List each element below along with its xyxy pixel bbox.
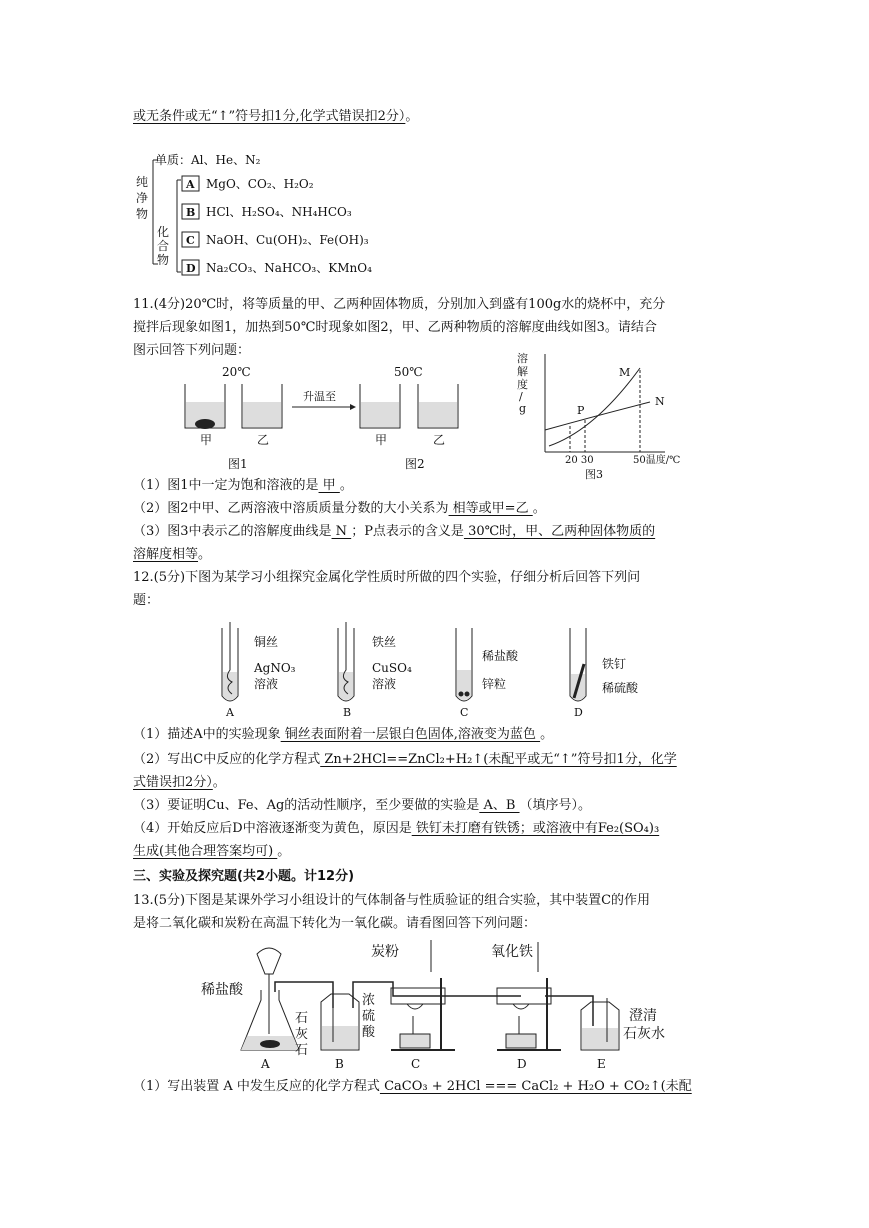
svg-text:解: 解 <box>517 365 528 378</box>
svg-text:C: C <box>411 1057 421 1071</box>
q12-answer4-cont: 生成(其他合理答案均可) 。 <box>133 844 291 859</box>
q11-line3: 图示回答下列问题： <box>133 343 251 358</box>
curve-N <box>545 402 650 430</box>
svg-text:A: A <box>226 706 234 719</box>
svg-text:B: B <box>186 206 196 219</box>
compounds-label <box>157 225 169 267</box>
svg-text:乙: 乙 <box>433 433 446 447</box>
svg-text:酸: 酸 <box>362 1025 376 1040</box>
svg-text:P: P <box>577 404 585 417</box>
apparatus-B <box>321 993 376 1071</box>
heat-arrow <box>292 389 356 410</box>
svg-text:物: 物 <box>136 207 149 221</box>
svg-text:50温度/℃: 50温度/℃ <box>633 455 681 466</box>
tube-C <box>456 628 519 719</box>
svg-text:甲: 甲 <box>375 433 388 447</box>
y-axis-label <box>517 351 528 415</box>
svg-text:铜丝: 铜丝 <box>254 635 279 649</box>
fig1-caption: 图1 <box>228 457 248 471</box>
section-heading: 三、实验及探究题(共2小题。计12分) <box>133 869 355 884</box>
tube-D <box>570 628 639 719</box>
apparatus-D <box>491 942 561 1071</box>
svg-text:氧化铁: 氧化铁 <box>491 944 533 960</box>
beaker-yi-50 <box>418 384 458 428</box>
svg-text:A: A <box>186 178 195 191</box>
tube-B <box>338 622 412 719</box>
svg-text:溶: 溶 <box>517 352 528 365</box>
svg-text:C: C <box>460 706 469 719</box>
root-label <box>136 174 148 221</box>
q11-answer1: （1）图1中一定为饱和溶液的是 甲 。 <box>133 478 353 493</box>
svg-text:Na₂CO₃、NaHCO₃、KMnO₄: Na₂CO₃、NaHCO₃、KMnO₄ <box>206 261 372 275</box>
svg-text:C: C <box>186 234 195 247</box>
q11-answer2: （2）图2中甲、乙两溶液中溶质质量分数的大小关系为 相等或甲=乙 。 <box>133 501 546 516</box>
svg-text:铁钉: 铁钉 <box>602 657 627 671</box>
svg-text:E: E <box>597 1057 606 1071</box>
svg-text:MgO、CO₂、H₂O₂: MgO、CO₂、H₂O₂ <box>206 177 314 191</box>
svg-text:B: B <box>343 706 352 719</box>
fig2-caption: 图2 <box>405 457 425 471</box>
compound-brace <box>177 180 181 272</box>
svg-text:/: / <box>519 390 523 403</box>
curve-M <box>549 368 640 446</box>
box-D <box>182 260 372 275</box>
svg-text:铁丝: 铁丝 <box>372 635 397 649</box>
svg-text:NaOH、Cu(OH)₂、Fe(OH)₃: NaOH、Cu(OH)₂、Fe(OH)₃ <box>206 233 369 247</box>
svg-text:D: D <box>186 262 196 275</box>
beaker-figures <box>180 362 480 447</box>
temp-50: 50℃ <box>394 365 423 379</box>
svg-text:净: 净 <box>136 191 149 205</box>
svg-text:浓: 浓 <box>362 993 376 1008</box>
answer-note: 或无条件或无“↑”符号扣1分,化学式错误扣2分） <box>133 109 406 124</box>
q11-line1: 11.(4分)20℃时，将等质量的甲、乙两种固体物质，分别加入到盛有100g水的烧杯中，充分 <box>133 297 666 312</box>
svg-text:合: 合 <box>157 239 170 253</box>
svg-text:甲: 甲 <box>200 433 213 447</box>
svg-text:稀硫酸: 稀硫酸 <box>602 681 639 695</box>
svg-text:石: 石 <box>295 1043 309 1058</box>
classification-diagram <box>133 148 373 284</box>
svg-text:溶液: 溶液 <box>372 677 397 691</box>
q12-line2: 题： <box>133 593 160 608</box>
q12-answer2: （2）写出C中反应的化学方程式 Zn+2HCl==ZnCl₂+H₂↑(未配平或无“↑”符号扣1分，化学 <box>133 752 677 767</box>
svg-text:炭粉: 炭粉 <box>371 944 399 960</box>
q12-answer3: （3）要证明Cu、Fe、Ag的活动性顺序，至少要做的实验是 A、B （填序号）。 <box>133 798 592 813</box>
q12-answer4: （4）开始反应后D中溶液逐渐变为黄色，原因是 铁钉未打磨有铁锈；或溶液中有Fe₂(SO₄)₃ <box>133 821 660 836</box>
q11-line2: 搅拌后现象如图1，加热到50℃时现象如图2，甲、乙两种物质的溶解度曲线如图3。请结合 <box>133 320 657 335</box>
svg-text:图3: 图3 <box>585 468 603 481</box>
q12-answer2-cont: 式错误扣2分）。 <box>133 775 226 790</box>
svg-text:g: g <box>519 402 527 415</box>
box-C <box>182 232 369 247</box>
apparatus-A <box>201 948 308 1071</box>
q13-line2: 是将二氧化碳和炭粉在高温下转化为一氧化碳。请看图回答下列问题： <box>133 916 537 931</box>
svg-text:石灰水: 石灰水 <box>623 1026 665 1042</box>
q13-line1: 13.(5分)下图是某课外学习小组设计的气体制备与性质验证的组合实验，其中装置C的作用 <box>133 893 651 908</box>
box-A <box>182 176 314 191</box>
beaker-jia-20 <box>185 384 225 429</box>
q12-line1: 12.(5分)下图为某学习小组探究金属化学性质时所做的四个实验，仔细分析后回答下列问 <box>133 570 641 585</box>
svg-text:20 30: 20 30 <box>565 455 594 466</box>
svg-text:D: D <box>574 706 583 719</box>
beaker-jia-50 <box>360 384 400 428</box>
svg-text:HCl、H₂SO₄、NH₄HCO₃: HCl、H₂SO₄、NH₄HCO₃ <box>206 205 352 219</box>
svg-text:纯: 纯 <box>136 175 149 189</box>
svg-text:灰: 灰 <box>295 1027 309 1042</box>
svg-text:AgNO₃: AgNO₃ <box>254 661 296 675</box>
svg-text:A: A <box>261 1057 270 1071</box>
svg-text:B: B <box>335 1057 344 1071</box>
q13-answer1: （1）写出装置 A 中发生反应的化学方程式 CaCO₃ + 2HCl === CaCl₂ + H₂O + CO₂↑(未配 <box>133 1079 692 1094</box>
continuation-line: 或无条件或无“↑”符号扣1分,化学式错误扣2分）。 <box>133 109 419 124</box>
svg-text:化: 化 <box>157 225 170 239</box>
q12-answer1: （1）描述A中的实验现象 铜丝表面附着一层银白色固体,溶液变为蓝色 。 <box>133 727 554 742</box>
svg-text:稀盐酸: 稀盐酸 <box>201 982 243 998</box>
svg-text:M: M <box>619 366 631 379</box>
elements-label: 单质：Al、He、N₂ <box>155 153 261 167</box>
apparatus-diagram <box>195 938 685 1073</box>
svg-text:CuSO₄: CuSO₄ <box>372 661 412 675</box>
beaker-yi-20 <box>242 384 282 428</box>
svg-text:度: 度 <box>517 378 528 391</box>
temp-20: 20℃ <box>222 365 251 379</box>
svg-text:溶液: 溶液 <box>254 677 279 691</box>
box-B <box>182 204 352 219</box>
svg-text:锌粒: 锌粒 <box>482 677 507 691</box>
svg-text:石: 石 <box>295 1011 309 1026</box>
svg-text:D: D <box>517 1057 527 1071</box>
svg-text:升温至: 升温至 <box>303 390 336 403</box>
metal-experiments <box>210 620 650 720</box>
svg-text:物: 物 <box>157 253 170 267</box>
svg-text:硫: 硫 <box>362 1009 376 1024</box>
solubility-chart <box>515 350 681 485</box>
q11-answer3: （3）图3中表示乙的溶解度曲线是 N ；P点表示的含义是 30℃时，甲、乙两种固体物质的 <box>133 524 656 539</box>
svg-text:澄清: 澄清 <box>629 1008 657 1024</box>
svg-text:稀盐酸: 稀盐酸 <box>482 649 519 663</box>
svg-text:N: N <box>655 395 665 408</box>
apparatus-C <box>371 940 455 1071</box>
q11-answer3-cont: 溶解度相等。 <box>133 547 212 562</box>
svg-text:乙: 乙 <box>257 433 270 447</box>
tube-A <box>222 622 296 719</box>
